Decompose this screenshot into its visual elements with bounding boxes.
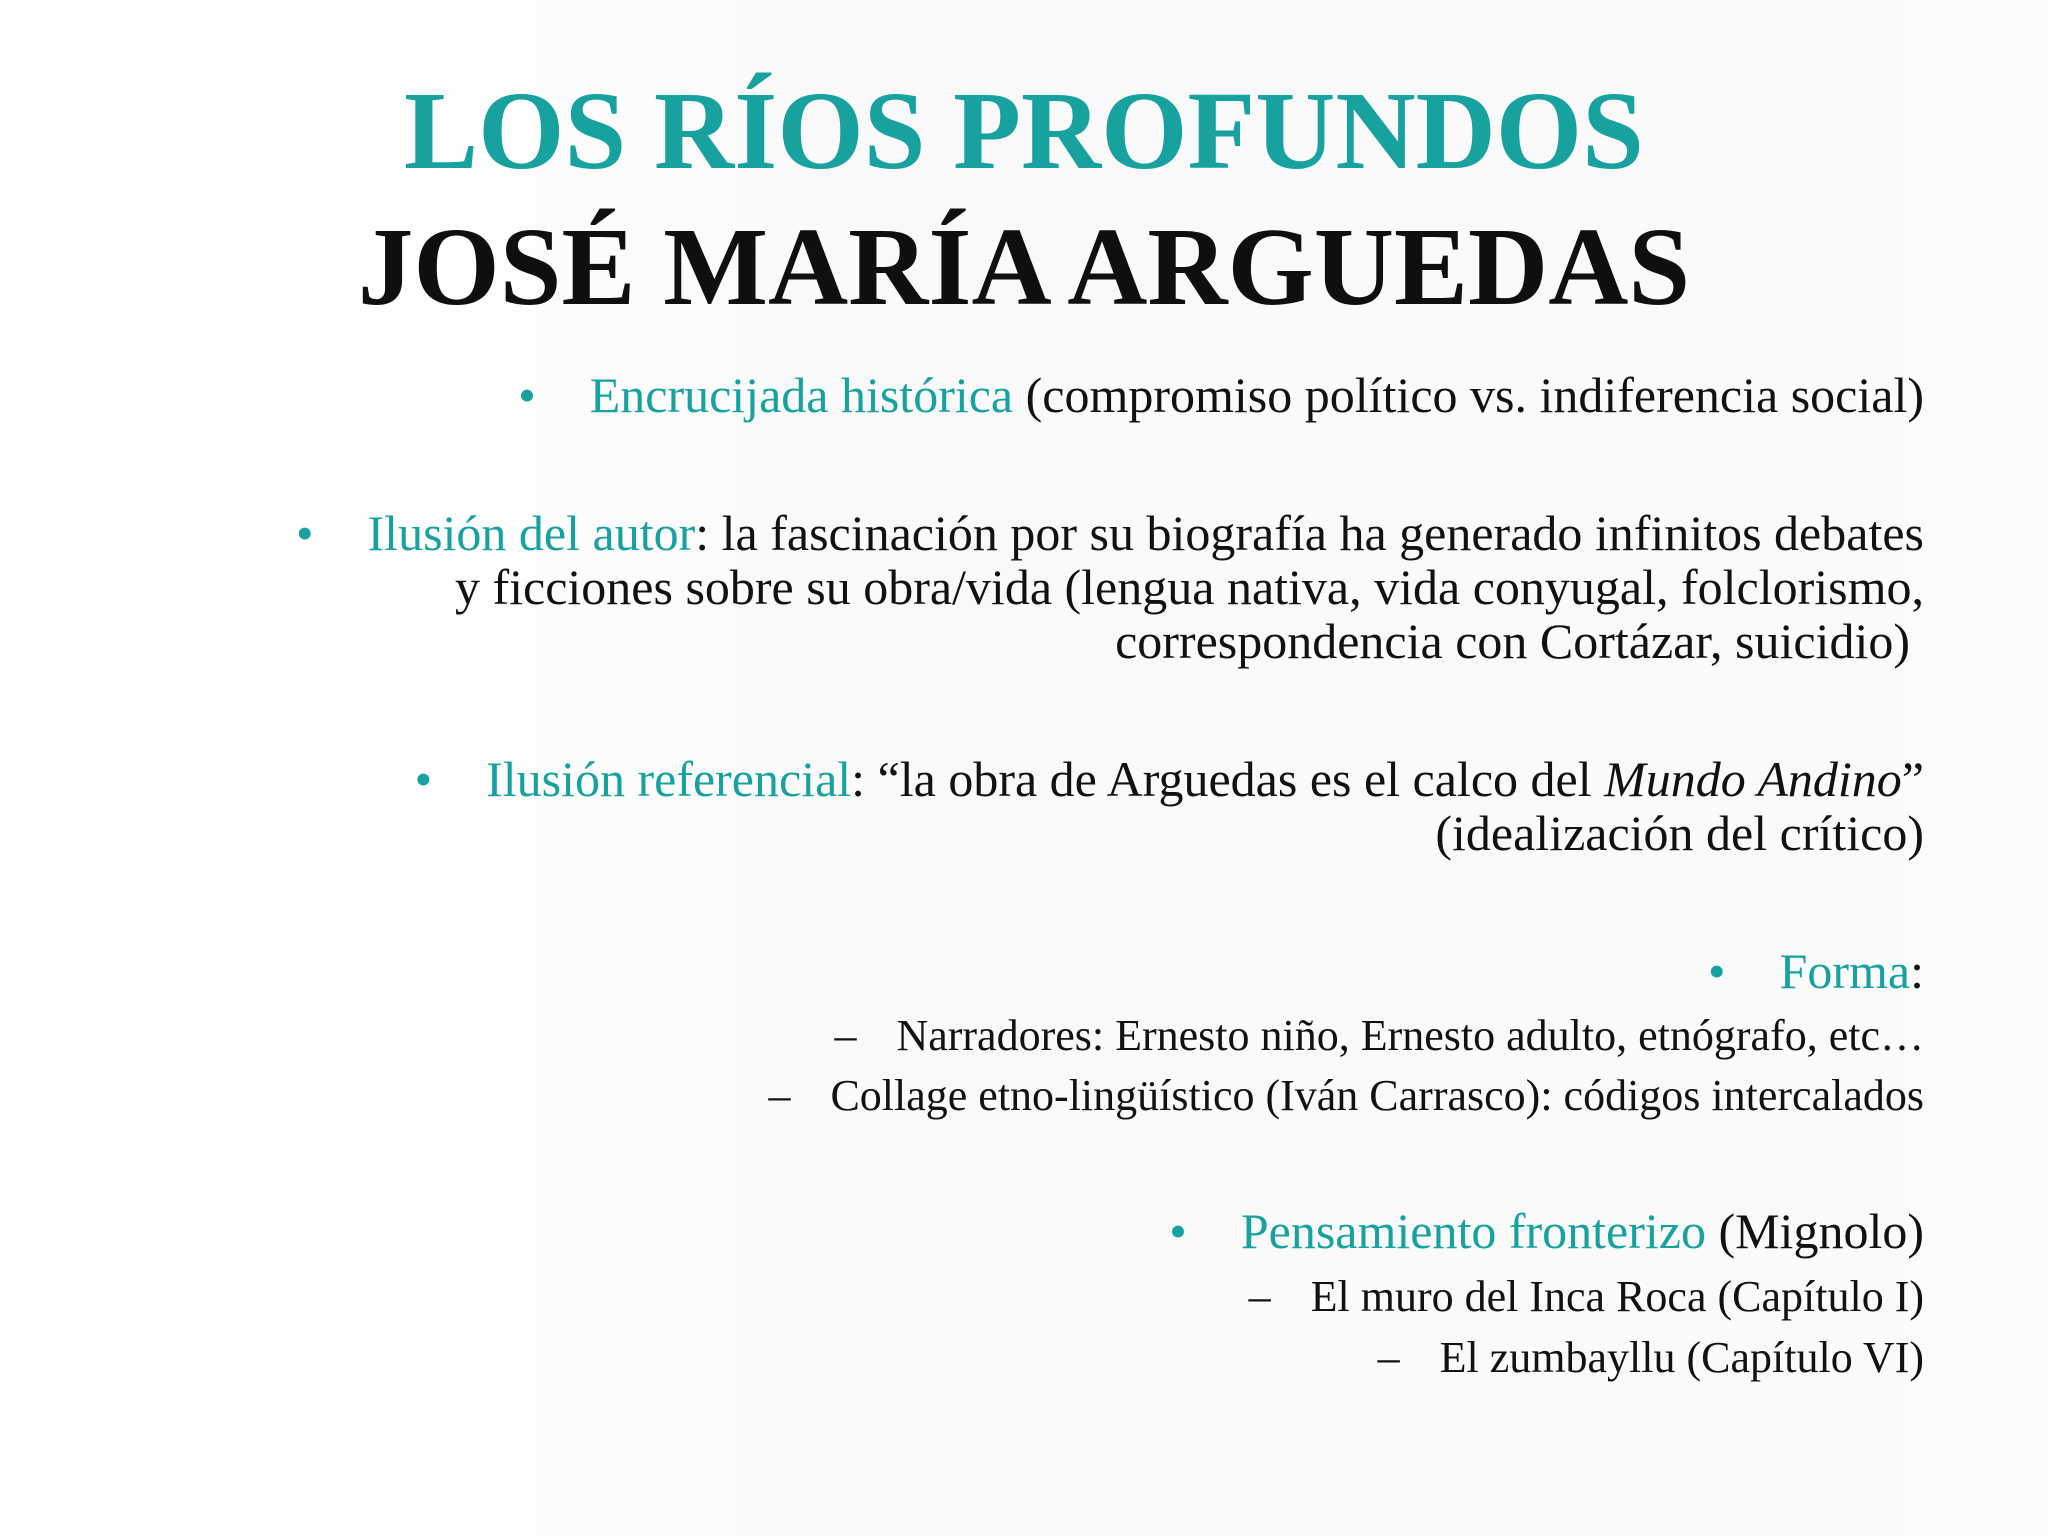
- bullet-icon: •: [414, 751, 433, 807]
- bullet-item-ilusion-autor: [296, 506, 1924, 668]
- subitem-narradores: [834, 1012, 1924, 1060]
- subitem-text: El muro del Inca Roca (Capítulo I): [1310, 1272, 1924, 1321]
- subitem-text: Collage etno-lingüístico (Iván Carrasco): códigos intercalados: [830, 1071, 1924, 1120]
- bullet-line: [518, 368, 1924, 422]
- bullet-line: [296, 506, 1924, 560]
- bullet-line: [415, 752, 1924, 806]
- bullet-label: Ilusión del autor: [367, 505, 696, 561]
- bullet-item-encrucijada: [518, 368, 1924, 422]
- subitem-text: El zumbayllu (Capítulo VI): [1439, 1333, 1924, 1382]
- bullet-label: Encrucijada histórica: [589, 367, 1014, 423]
- subitem-line: [768, 1072, 1924, 1120]
- bullet-icon: •: [1169, 1203, 1187, 1259]
- bullet-label: Pensamiento fronterizo: [1240, 1203, 1706, 1259]
- bullet-text: :: [1910, 943, 1924, 999]
- subitem-line: [834, 1012, 1924, 1060]
- subitem-muro-inca-roca: [1249, 1273, 1924, 1321]
- dash-icon: –: [1248, 1272, 1271, 1321]
- bullet-text-line-2: y ficciones sobre su obra/vida (lengua nativa, vida conyugal, folclorismo,: [454, 559, 1924, 615]
- slide-title: LOS RÍOS PROFUNDOS: [404, 70, 1644, 193]
- bullet-icon: •: [518, 367, 536, 423]
- bullet-text: (compromiso político vs. indiferencia social): [1013, 367, 1924, 423]
- bullet-text: : “la obra de Arguedas es el calco del: [851, 751, 1605, 807]
- bullet-line: [1708, 944, 1924, 998]
- bullet-text: : la fascinación por su biografía ha generado infinitos debates: [695, 505, 1924, 561]
- subitem-collage: [768, 1072, 1924, 1120]
- dash-icon: –: [1377, 1333, 1400, 1382]
- slide-author-title: JOSÉ MARÍA ARGUEDAS: [357, 206, 1691, 329]
- bullet-item-pensamiento-fronterizo: [1169, 1204, 1924, 1258]
- bullet-text-line-3: correspondencia con Cortázar, suicidio): [1115, 613, 1910, 669]
- bullet-item-forma: [1708, 944, 1924, 998]
- bullet-icon: •: [1708, 943, 1726, 999]
- bullet-text: (Mignolo): [1705, 1203, 1924, 1259]
- bullet-emphasis: Mundo Andino: [1604, 751, 1902, 807]
- subitem-line: [1249, 1273, 1924, 1321]
- subitem-zumbayllu: [1378, 1334, 1924, 1382]
- dash-icon: –: [768, 1071, 791, 1120]
- subitem-line: [1378, 1334, 1924, 1382]
- bullet-label: Forma: [1779, 943, 1911, 999]
- bullet-line: [1169, 1204, 1924, 1258]
- bullet-label: Ilusión referencial: [486, 751, 852, 807]
- bullet-icon: •: [296, 505, 314, 561]
- subitem-text: Narradores: Ernesto niño, Ernesto adulto, etnógrafo, etc…: [896, 1011, 1924, 1060]
- bullet-text-line-2: (idealización del crítico): [1435, 805, 1924, 861]
- bullet-text-end: ”: [1901, 751, 1924, 807]
- dash-icon: –: [834, 1011, 857, 1060]
- bullet-item-ilusion-referencial: [415, 752, 1924, 860]
